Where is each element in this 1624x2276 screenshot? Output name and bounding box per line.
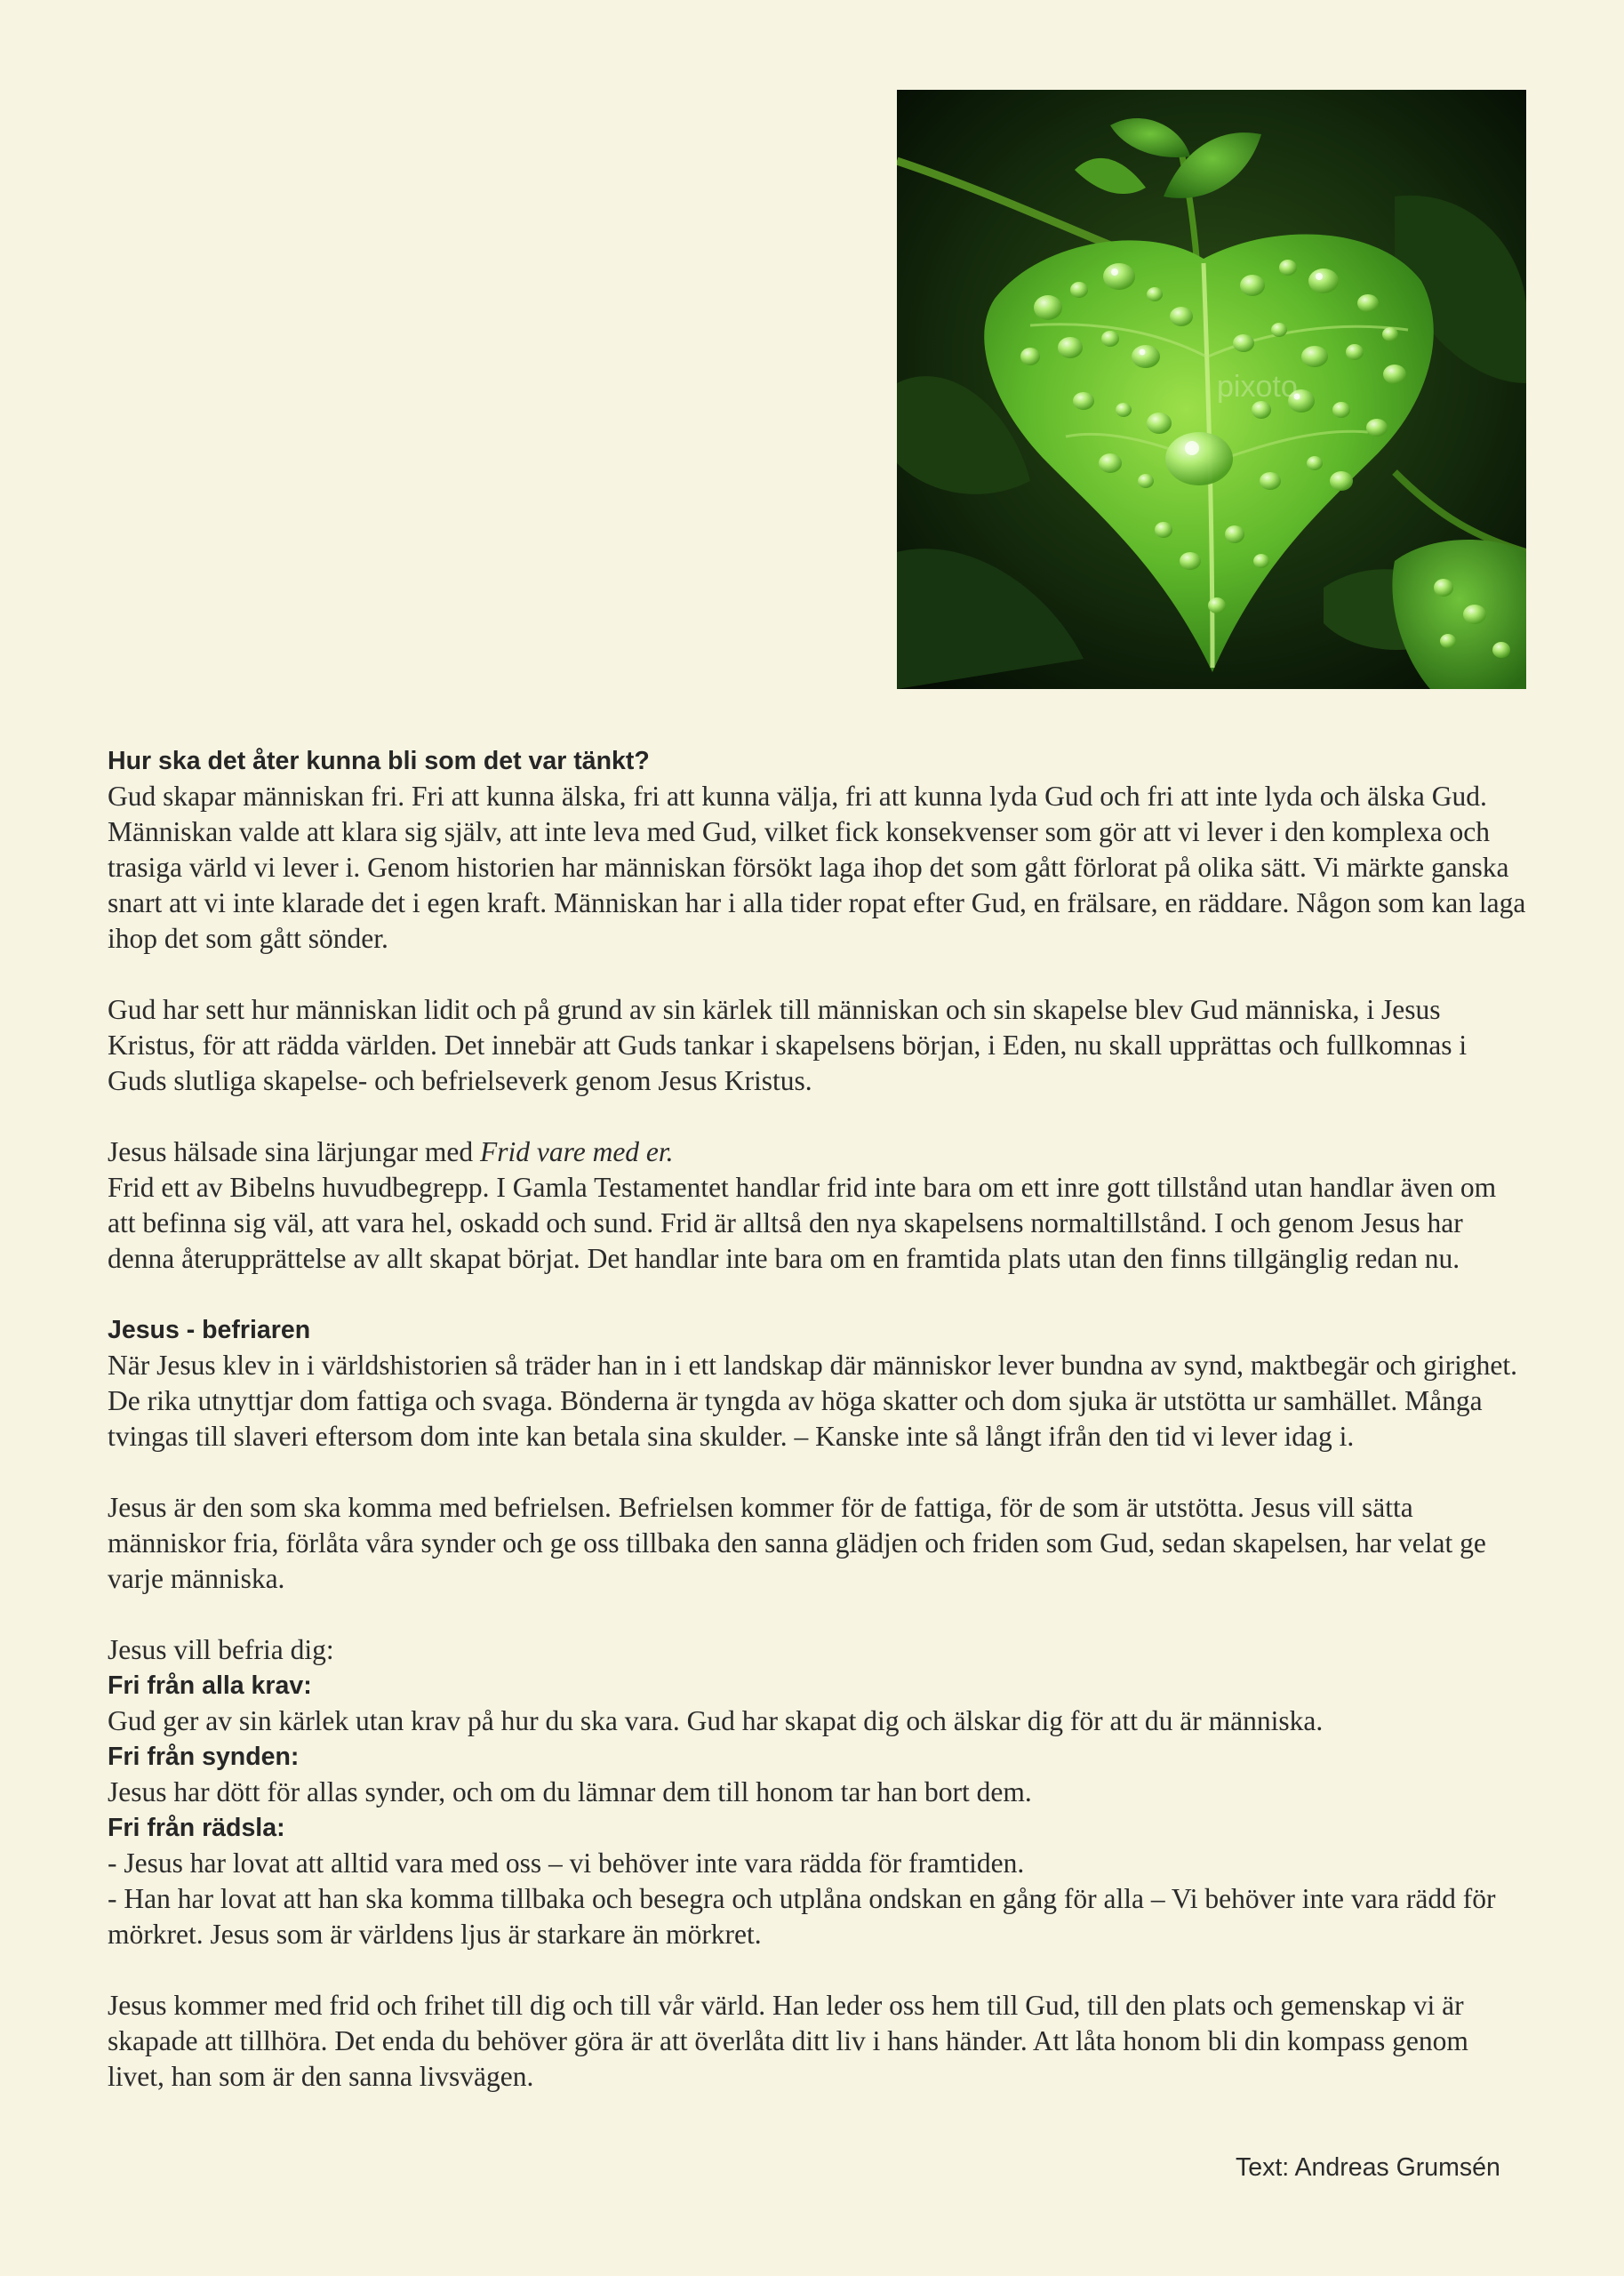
article-text <box>108 743 1530 2095</box>
list-label: Fri från rädsla: <box>108 1814 285 1842</box>
paragraph: Jesus är den som ska komma med befrielsen. Befrielsen kommer för de fattiga, för de som är utstötta. Jesus vill sätta människor fria, förlåta våra synder och ge oss tillbaka den sanna glädjen och friden som Gud, sedan skapelsen, har velat ge varje människa. <box>108 1492 1486 1594</box>
paragraph <box>108 1134 1530 1170</box>
author-credit: Text: Andreas Grumsén <box>1236 2153 1500 2182</box>
list-label: Fri från alla krav: <box>108 1671 312 1700</box>
paragraph: Frid ett av Bibelns huvudbegrepp. I Gamla Testamentet handlar frid inte bara om ett inre gott tillstånd utan handlar även om att befinna sig väl, att vara hel, oskadd och sund. Frid är alltså den nya skapelsens normaltillstånd. I och genom Jesus har denna återupprättelse av allt skapat börjat. Det handlar inte bara om en framtida plats utan den finns tillgänglig redan nu. <box>108 1172 1497 1274</box>
watermark-text: pixoto <box>1217 370 1298 404</box>
leaf-with-water-drops-icon <box>897 90 1526 689</box>
greeting-quote: Frid vare med er. <box>480 1136 674 1167</box>
greeting-text: Jesus hälsade sina lärjungar med <box>108 1136 481 1167</box>
paragraph: Jesus vill befria dig: <box>108 1634 334 1665</box>
paragraph: Gud skapar människan fri. Fri att kunna älska, fri att kunna välja, fri att kunna lyda Gud och fri att inte lyda och älska Gud. Människan valde att klara sig själv, att inte leva med Gud, vilket fick konsekvenser som gör att vi lever i den komplexa och trasiga värld vi lever i. Genom historien har människan försökt laga ihop det som gått förlorat på olika sätt. Vi märkte ganska snart att vi inte klarade det i egen kraft. Människan har i alla tider ropat efter Gud, en frälsare, en räddare. Någon som kan laga ihop det som gått sönder. <box>108 781 1526 954</box>
leaf-photo <box>897 90 1526 689</box>
paragraph: Jesus kommer med frid och frihet till dig och till vår värld. Han leder oss hem till Gud, till den plats och gemenskap vi är skapade att tillhöra. Det enda du behöver göra är att överlåta ditt liv i hans händer. Att låta honom bli din kompass genom livet, han som är den sanna livsvägen. <box>108 1990 1468 2092</box>
paragraph: - Jesus har lovat att alltid vara med oss – vi behöver inte vara rädda för framtiden. <box>108 1847 1025 1879</box>
list-label: Fri från synden: <box>108 1743 300 1771</box>
paragraph: - Han har lovat att han ska komma tillbaka och besegra och utplåna ondskan en gång för alla – Vi behöver inte vara rädd för mörkret. Jesus som är världens ljus är starkare än mörkret. <box>108 1883 1496 1950</box>
paragraph: Gud ger av sin kärlek utan krav på hur du ska vara. Gud har skapat dig och älskar dig för att du är människa. <box>108 1705 1324 1736</box>
section-heading: Jesus - befriaren <box>108 1316 311 1344</box>
section-heading: Hur ska det åter kunna bli som det var tänkt? <box>108 747 650 775</box>
paragraph: Jesus har dött för allas synder, och om du lämnar dem till honom tar han bort dem. <box>108 1776 1032 1807</box>
paragraph: Gud har sett hur människan lidit och på grund av sin kärlek till människan och sin skapelse blev Gud människa, i Jesus Kristus, för att rädda världen. Det innebär att Guds tankar i skapelsens början, i Eden, nu skall upprättas och fullkomnas i Guds slutliga skapelse- och befrielseverk genom Jesus Kristus. <box>108 994 1468 1096</box>
paragraph: När Jesus klev in i världshistorien så träder han in i ett landskap där människor lever bundna av synd, maktbegär och girighet. De rika utnyttjar dom fattiga och svaga. Bönderna är tyngda av höga skatter och dom sjuka är utstötta ur samhället. Många tvingas till slaveri eftersom dom inte kan betala sina skulder. – Kanske inte så långt ifrån den tid vi lever idag i. <box>108 1350 1517 1452</box>
